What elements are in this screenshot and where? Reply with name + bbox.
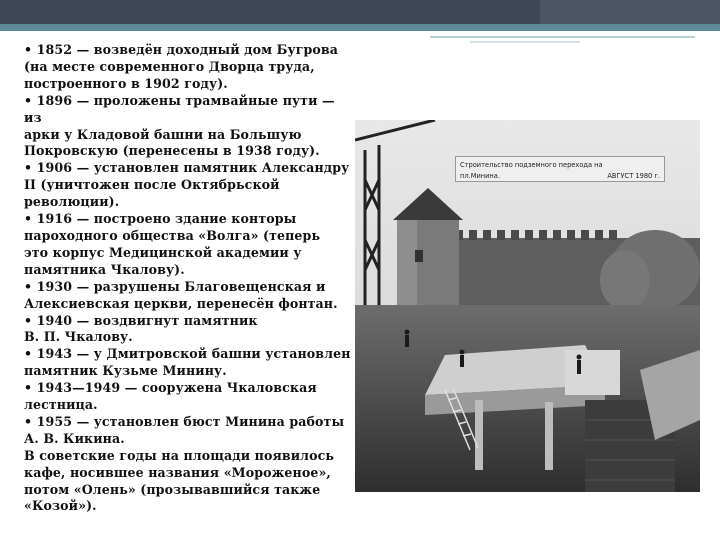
text-line: • 1943—1949 — сооружена Чкаловская: [24, 380, 317, 396]
text-line: арки у Кладовой башни на Большую: [24, 126, 302, 142]
text-line: (на месте современного Дворца труда,: [24, 58, 315, 74]
text-line: • 1916 — построено здание конторы: [24, 211, 297, 227]
decor-line: [430, 36, 695, 38]
text-line: • 1943 — у Дмитровской башни установлен: [24, 346, 351, 362]
decor-line: [470, 41, 580, 43]
text-line: потом «Олень» (прозывавшийся также: [24, 481, 321, 497]
text-line: памятник Кузьме Минину.: [24, 363, 227, 379]
text-line: • 1896 — проложены трамвайные пути — из: [24, 92, 335, 125]
caption-place: пл.Минина.: [460, 171, 500, 180]
text-line: революции).: [24, 194, 120, 210]
text-line: Алексиевская церкви, перенесён фонтан.: [24, 295, 338, 311]
text-line: • 1930 — разрушены Благовещенская и: [24, 278, 326, 294]
text-line: • 1906 — установлен памятник Александру: [24, 160, 350, 176]
text-line: II (уничтожен после Октябрьской: [24, 177, 280, 193]
text-line: А. В. Кикина.: [24, 430, 125, 446]
text-line: лестница.: [24, 397, 98, 413]
text-line: В советские годы на площади появилось: [24, 447, 335, 463]
text-line: В. П. Чкалову.: [24, 329, 133, 345]
text-line: «Козой»).: [24, 498, 97, 514]
text-line: построенного в 1902 году).: [24, 75, 228, 91]
photo-caption: [455, 156, 665, 182]
text-line: пароходного общества «Волга» (теперь: [24, 227, 321, 243]
text-line: памятника Чкалову).: [24, 261, 185, 277]
header-bar-accent: [540, 0, 720, 24]
text-line: • 1955 — установлен бюст Минина работы: [24, 413, 345, 429]
caption-date: АВГУСТ 1980 г.: [607, 171, 660, 180]
text-line: • 1940 — воздвигнут памятник: [24, 312, 258, 328]
caption-line: Строительство подземного перехода на: [460, 160, 603, 169]
text-line: это корпус Медицинской академии у: [24, 244, 302, 260]
history-text: [24, 42, 354, 515]
text-line: кафе, носившее названия «Мороженое»,: [24, 464, 331, 480]
accent-band: [0, 24, 720, 31]
text-line: • 1852 — возведён доходный дом Бугрова: [24, 42, 339, 57]
text-line: Покровскую (перенесены в 1938 году).: [24, 143, 320, 159]
